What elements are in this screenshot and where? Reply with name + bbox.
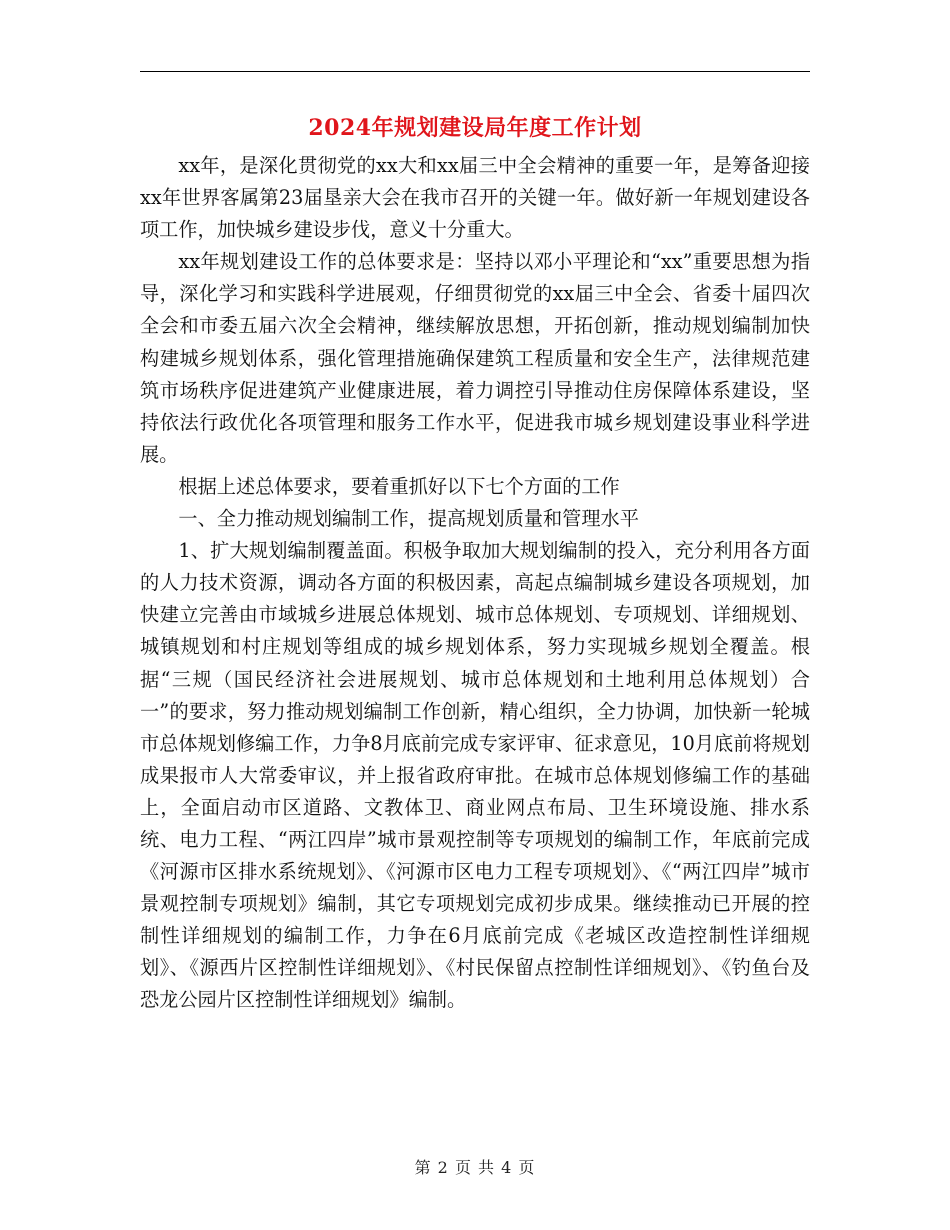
document-body: [140, 150, 810, 1017]
page-number: 第 2 页 共 4 页: [414, 1158, 536, 1177]
header-rule: [140, 71, 810, 72]
paragraph-general-requirements: xx年规划建设工作的总体要求是：坚持以邓小平理论和“xx”重要思想为指导，深化学习和实践科学进展观，仔细贯彻党的xx届三中全会、省委十届四次全会和市委五届六次全会精神，继续解放思想，开拓创新，推动规划编制加快构建城乡规划体系，强化管理措施确保建筑工程质量和安全生产，法律规范建筑市场秩序促进建筑产业健康进展，着力调控引导推动住房保障体系建设，坚持依法行政优化各项管理和服务工作水平，促进我市城乡规划建设事业科学进展。: [140, 250, 810, 466]
paragraph-intro: xx年，是深化贯彻党的xx大和xx届三中全会精神的重要一年，是筹备迎接xx年世界客属第23届垦亲大会在我市召开的关键一年。做好新一年规划建设各项工作，加快城乡建设步伐，意义十分重大。: [140, 154, 810, 242]
document-title: 2024年规划建设局年度工作计划: [308, 115, 642, 141]
paragraph-seven-aspects: 根据上述总体要求，要着重抓好以下七个方面的工作: [178, 474, 620, 498]
paragraph-item-1: 1、扩大规划编制覆盖面。积极争取加大规划编制的投入，充分利用各方面的人力技术资源，调动各方面的积极因素，高起点编制城乡建设各项规划，加快建立完善由市域城乡进展总体规划、城市总体规划、专项规划、详细规划、城镇规划和村庄规划等组成的城乡规划体系，努力实现城乡规划全覆盖。根据“三规（国民经济社会进展规划、城市总体规划和土地利用总体规划）合一”的要求，努力推动规划编制工作创新，精心组织，全力协调，加快新一轮城市总体规划修编工作，力争8月底前完成专家评审、征求意见，10月底前将规划成果报市人大常委审议，并上报省政府审批。在城市总体规划修编工作的基础上，全面启动市区道路、文教体卫、商业网点布局、卫生环境设施、排水系统、电力工程、“两江四岸”城市景观控制等专项规划的编制工作，年底前完成《河源市区排水系统规划》、《河源市区电力工程专项规划》、《“两江四岸”城市景观控制专项规划》编制，其它专项规划完成初步成果。继续推动已开展的控制性详细规划的编制工作，力争在6月底前完成《老城区改造控制性详细规划》、《源西片区控制性详细规划》、《村民保留点控制性详细规划》、《钓鱼台及恐龙公园片区控制性详细规划》编制。: [140, 539, 810, 1012]
section-heading-1: 一、全力推动规划编制工作，提高规划质量和管理水平: [178, 507, 639, 531]
